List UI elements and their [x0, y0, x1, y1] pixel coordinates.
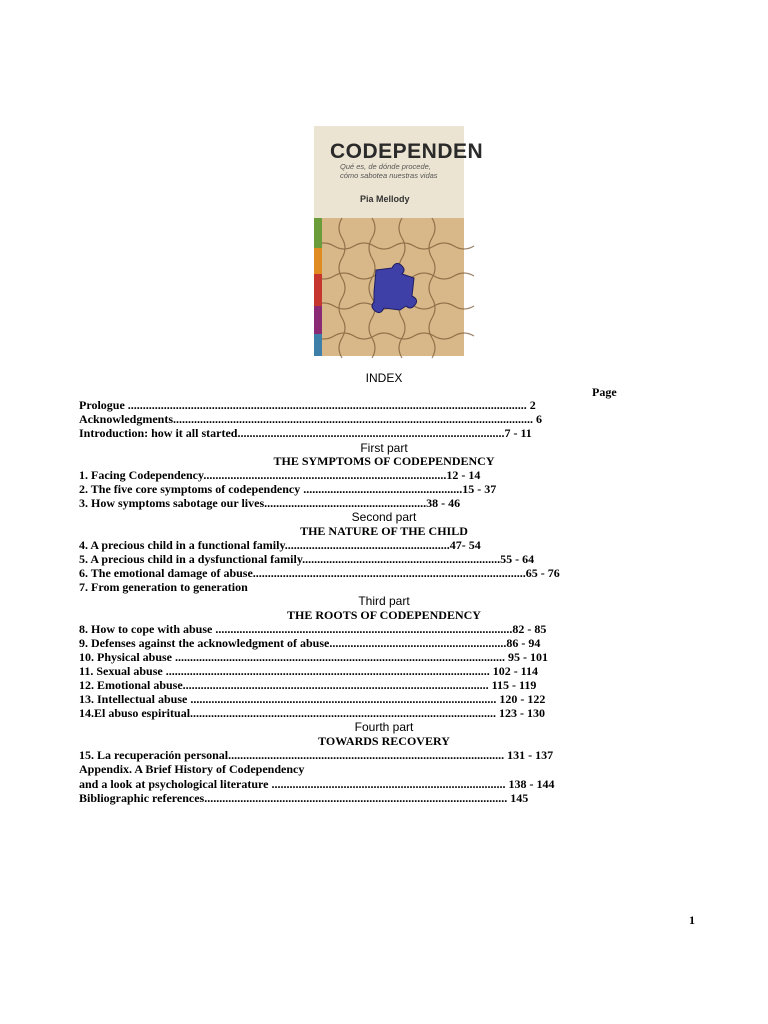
cover-color-strip: [314, 248, 322, 274]
toc-entry: and a look at psychological literature .............................................................................. 138 - 144: [79, 777, 555, 791]
toc-entry: Acknowledgments........................................................................................................................ 6: [79, 412, 543, 426]
toc-entry: Appendix. A Brief History of Codependency: [79, 762, 305, 776]
part-title: THE ROOTS OF CODEPENDENCY: [287, 608, 481, 622]
toc-entry: 10. Physical abuse .............................................................................................................. 95 - 101: [79, 650, 549, 664]
part-label: Fourth part: [354, 720, 414, 734]
index-heading: INDEX: [365, 371, 403, 385]
toc-entry: 14.El abuso espiritual...................................................................................................... 123 - 130: [79, 706, 546, 720]
cover-title: CODEPENDEN: [330, 140, 484, 163]
cover-color-strip: [314, 274, 322, 306]
toc-entry: 6. The emotional damage of abuse...........................................................................................65 - 76: [79, 566, 560, 580]
toc-entry: 15. La recuperación personal............................................................................................ 131 - 137: [79, 748, 554, 762]
book-cover: [314, 126, 484, 356]
part-title: THE NATURE OF THE CHILD: [300, 524, 468, 538]
toc-entry: 13. Intellectual abuse ...................................................................................................... 120 - 122: [79, 692, 546, 706]
toc-entry: 7. From generation to generation: [79, 580, 248, 594]
toc-entry: Bibliographic references..................................................................................................... 145: [79, 791, 529, 805]
part-label: Third part: [358, 594, 410, 608]
cover-color-strip: [314, 334, 322, 356]
toc-entry: 12. Emotional abuse...................................................................................................... 115 - 119: [79, 678, 537, 692]
puzzle-illustration: [314, 218, 464, 356]
cover-subtitle: Qué es, de dónde procede, cómo sabotea nuestras vidas: [340, 162, 438, 180]
toc-entry: 11. Sexual abuse ............................................................................................................ 102 - 114: [79, 664, 539, 678]
toc-entry: 2. The five core symptoms of codependency .....................................................15 - 37: [79, 482, 497, 496]
page-column-label: Page: [592, 385, 617, 399]
part-title: THE SYMPTOMS OF CODEPENDENCY: [273, 454, 495, 468]
toc-entry: Introduction: how it all started.........................................................................................7 - 11: [79, 426, 532, 440]
toc-entry: 1. Facing Codependency.................................................................................12 - 14: [79, 468, 481, 482]
part-label: First part: [360, 441, 408, 455]
cover-color-strip: [314, 218, 322, 248]
toc-entry: 3. How symptoms sabotage our lives......................................................38 - 46: [79, 496, 461, 510]
toc-entry: 8. How to cope with abuse ...................................................................................................82 - 85: [79, 622, 547, 636]
part-label: Second part: [351, 510, 417, 524]
cover-color-strip: [314, 306, 322, 334]
toc-entry: Prologue ..................................................................................................................................... 2: [79, 398, 536, 412]
toc-entry: 9. Defenses against the acknowledgment of abuse...........................................................86 - 94: [79, 636, 541, 650]
toc-entry: 4. A precious child in a functional family.......................................................47- 54: [79, 538, 481, 552]
page-number: 1: [689, 913, 695, 927]
toc-entry: 5. A precious child in a dysfunctional family..................................................................55 - 64: [79, 552, 535, 566]
part-title: TOWARDS RECOVERY: [318, 734, 450, 748]
cover-author: Pia Mellody: [360, 194, 410, 204]
